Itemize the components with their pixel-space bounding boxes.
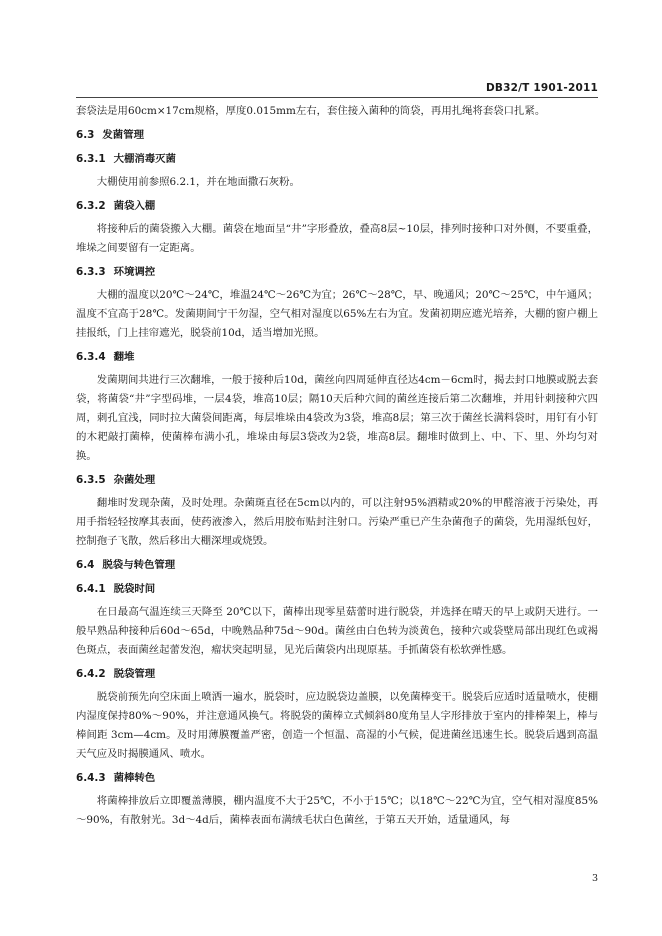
section-heading (76, 769, 598, 788)
section-heading (76, 126, 598, 145)
section-title: 脱袋时间 (113, 583, 156, 595)
section-title: 翻堆 (113, 351, 135, 363)
paragraph: 将接种后的菌袋搬入大棚。菌袋在地面呈“井”字形叠放，叠高8层~10层，排列时接种口对外侧，不要重叠，堆垛之间要留有一定距离。 (76, 223, 598, 254)
paragraph: 大棚的温度以20℃～24℃，堆温24℃～26℃为宜；26℃～28℃，早、晚通风；20℃～25℃，中午通风；温度不宜高于28℃。发菌期间宁干勿湿，空气相对湿度以65%左右为宜。发菌初期应遮光培养，大棚的窗户棚上挂报纸，门上挂帘遮光，脱袋前10d，适当增加光照。 (76, 289, 598, 339)
section-title: 杂菌处理 (113, 474, 156, 486)
section-heading (76, 348, 598, 367)
section-heading (76, 150, 598, 169)
section-heading (76, 197, 598, 216)
section-number: 6.4.3 (76, 772, 106, 784)
section-number: 6.4.1 (76, 583, 106, 595)
paragraph: 将菌棒排放后立即覆盖薄膜，棚内温度不大于25℃，不小于15℃；以18℃～22℃为宜，空气相对湿度85%～90%，有散射光。3d～4d后，菌棒表面布满绒毛状白色菌丝，于第五天开始，适量通风，每 (76, 795, 598, 826)
section-number: 6.3.2 (76, 200, 106, 212)
section-title: 菌棒转色 (113, 772, 156, 784)
section-title: 环境调控 (113, 266, 156, 278)
section-number: 6.4 (76, 559, 95, 571)
document-body (76, 102, 598, 834)
section-number: 6.4.2 (76, 668, 106, 680)
section-heading (76, 556, 598, 575)
page-number: 3 (591, 873, 598, 884)
paragraph: 套袋法是用60cm×17cm规格，厚度0.015mm左右，套住接入菌种的筒袋，再用扎绳将套袋口扎紧。 (76, 105, 546, 117)
section-number: 6.3.3 (76, 266, 106, 278)
section-title: 发菌管理 (102, 129, 144, 141)
section-heading (76, 580, 598, 599)
section-number: 6.3.5 (76, 474, 106, 486)
paragraph: 大棚使用前参照6.2.1，并在地面撒石灰粉。 (96, 176, 300, 188)
section-title: 大棚消毒灭菌 (113, 153, 176, 165)
section-number: 6.3 (76, 129, 95, 141)
standard-code: DB32/T 1901-2011 (486, 82, 598, 94)
section-title: 脱袋与转色管理 (102, 559, 176, 571)
paragraph: 翻堆时发现杂菌，及时处理。杂菌斑直径在5cm以内的，可以注射95%酒精或20%的甲醛溶液于污染处，再用手指轻轻按摩其表面，使药液渗入，然后用胶布贴封注射口。污染严重已产生杂菌孢子的菌袋，先用湿纸包好，控制孢子飞散，然后移出大棚深埋或烧毁。 (76, 497, 598, 547)
section-title: 菌袋入棚 (113, 200, 156, 212)
section-number: 6.3.1 (76, 153, 106, 165)
section-title: 脱袋管理 (113, 668, 156, 680)
paragraph: 在日最高气温连续三天降至 20℃以下，菌棒出现零星菇蕾时进行脱袋，并选择在晴天的早上或阴天进行。一般早熟品种接种后60d～65d，中晚熟品种75d～90d。菌丝由白色转为淡黄色，接种穴或袋壁局部出现红色或褐色斑点，表面菌丝起蕾发泡，瘤状突起明显，见光后菌袋内出现原基。手抓菌袋有松软弹性感。 (76, 606, 598, 656)
section-heading (76, 263, 598, 282)
paragraph: 脱袋前预先向空床面上喷洒一遍水，脱袋时，应边脱袋边盖膜，以免菌棒变干。脱袋后应适时适量喷水，使棚内湿度保持80%～90%，并注意通风换气。将脱袋的菌棒立式倾斜80度角呈人字形排放于室内的排棒架上，棒与棒间距 3cm—4cm。及时用薄膜覆盖严密，创造一个恒温、高湿的小气候，促进菌丝迅速生长。脱袋后遇到高温天气应及时揭膜通风、喷水。 (76, 691, 598, 760)
section-heading (76, 471, 598, 490)
paragraph: 发菌期间共进行三次翻堆，一般于接种后10d，菌丝向四周延伸直径达4cm－6cm时，揭去封口地膜或脱去套袋，将菌袋“井”字型码堆，一层4袋，堆高10层；隔10天后种穴间的菌丝连接后第二次翻堆，并用针刺接种穴四周，刺孔宜浅，同时拉大菌袋间距离，每层堆垛由4袋改为3袋，堆高8层；第三次于菌丝长满料袋时，用钉有小钉的木耙敲打菌棒，使菌棒布满小孔，堆垛由每层3袋改为2袋，堆高8层。翻堆时做到上、中、下、里、外均匀对换。 (76, 374, 598, 462)
section-number: 6.3.4 (76, 351, 106, 363)
header-rule (76, 97, 598, 98)
section-heading (76, 665, 598, 684)
